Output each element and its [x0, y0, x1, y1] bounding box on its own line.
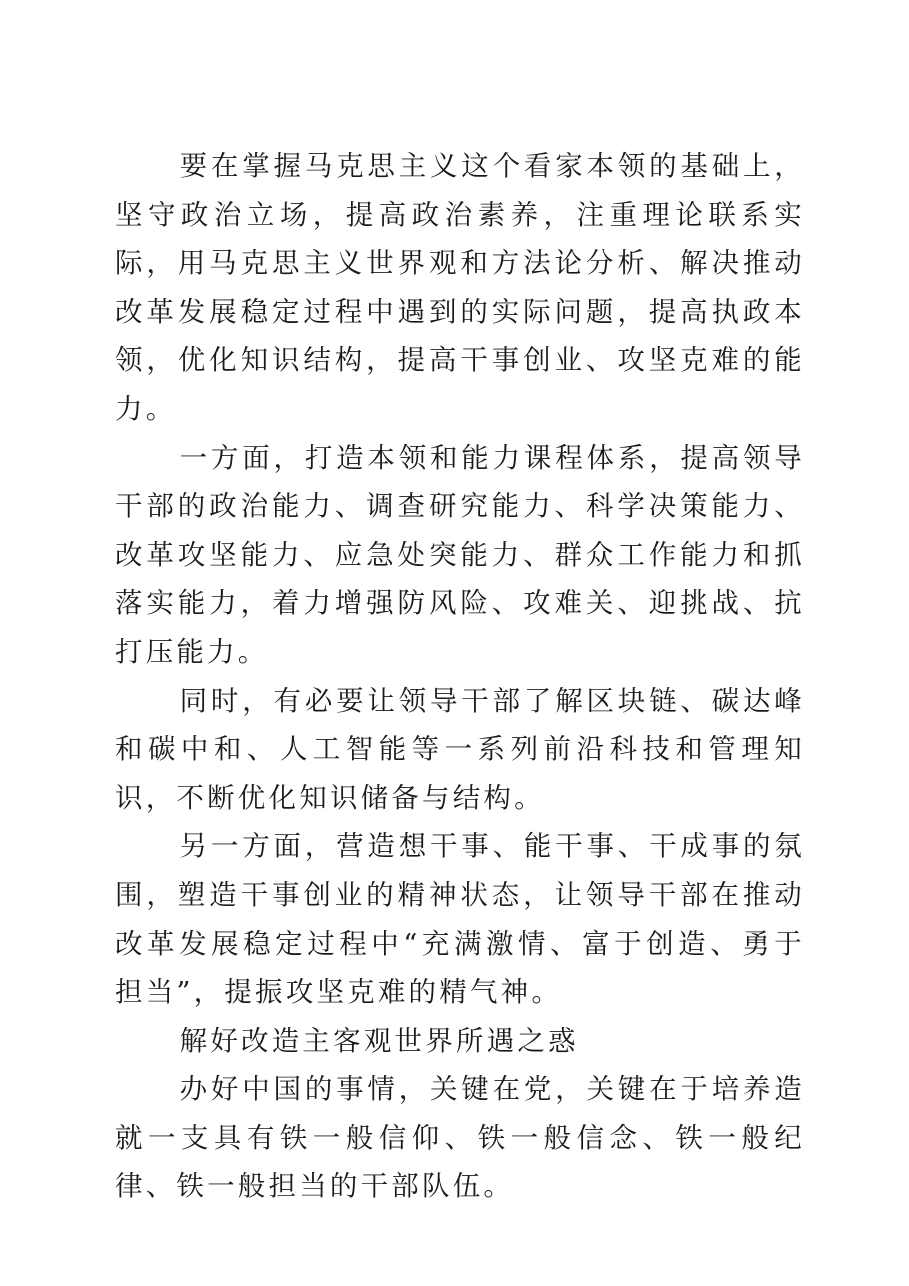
section-heading: 解好改造主客观世界所遇之惑: [179, 1024, 579, 1057]
paragraph-3: 同时，有必要让领导干部了解区块链、碳达峰和碳中和、人工智能等一系列前沿科技和管理知识，不断优化知识储备与结构。: [115, 684, 805, 814]
document-body: [115, 142, 805, 1211]
paragraph-2: 一方面，打造本领和能力课程体系，提高领导干部的政治能力、调查研究能力、科学决策能力、改革攻坚能力、应急处突能力、群众工作能力和抓落实能力，着力增强防风险、攻难关、迎挑战、抗打压能力。: [115, 441, 805, 668]
paragraph-6: 办好中国的事情，关键在党，关键在于培养造就一支具有铁一般信仰、铁一般信念、铁一般纪律、铁一般担当的干部队伍。: [115, 1073, 805, 1203]
paragraph-1: 要在掌握马克思主义这个看家本领的基础上，坚守政治立场，提高政治素养，注重理论联系实际，用马克思主义世界观和方法论分析、解决推动改革发展稳定过程中遇到的实际问题，提高执政本领，优化知识结构，提高干事创业、攻坚克难的能力。: [115, 150, 805, 425]
paragraph-4: 另一方面，营造想干事、能干事、干成事的氛围，塑造干事创业的精神状态，让领导干部在推动改革发展稳定过程中“充满激情、富于创造、勇于担当”，提振攻坚克难的精气神。: [115, 830, 805, 1009]
